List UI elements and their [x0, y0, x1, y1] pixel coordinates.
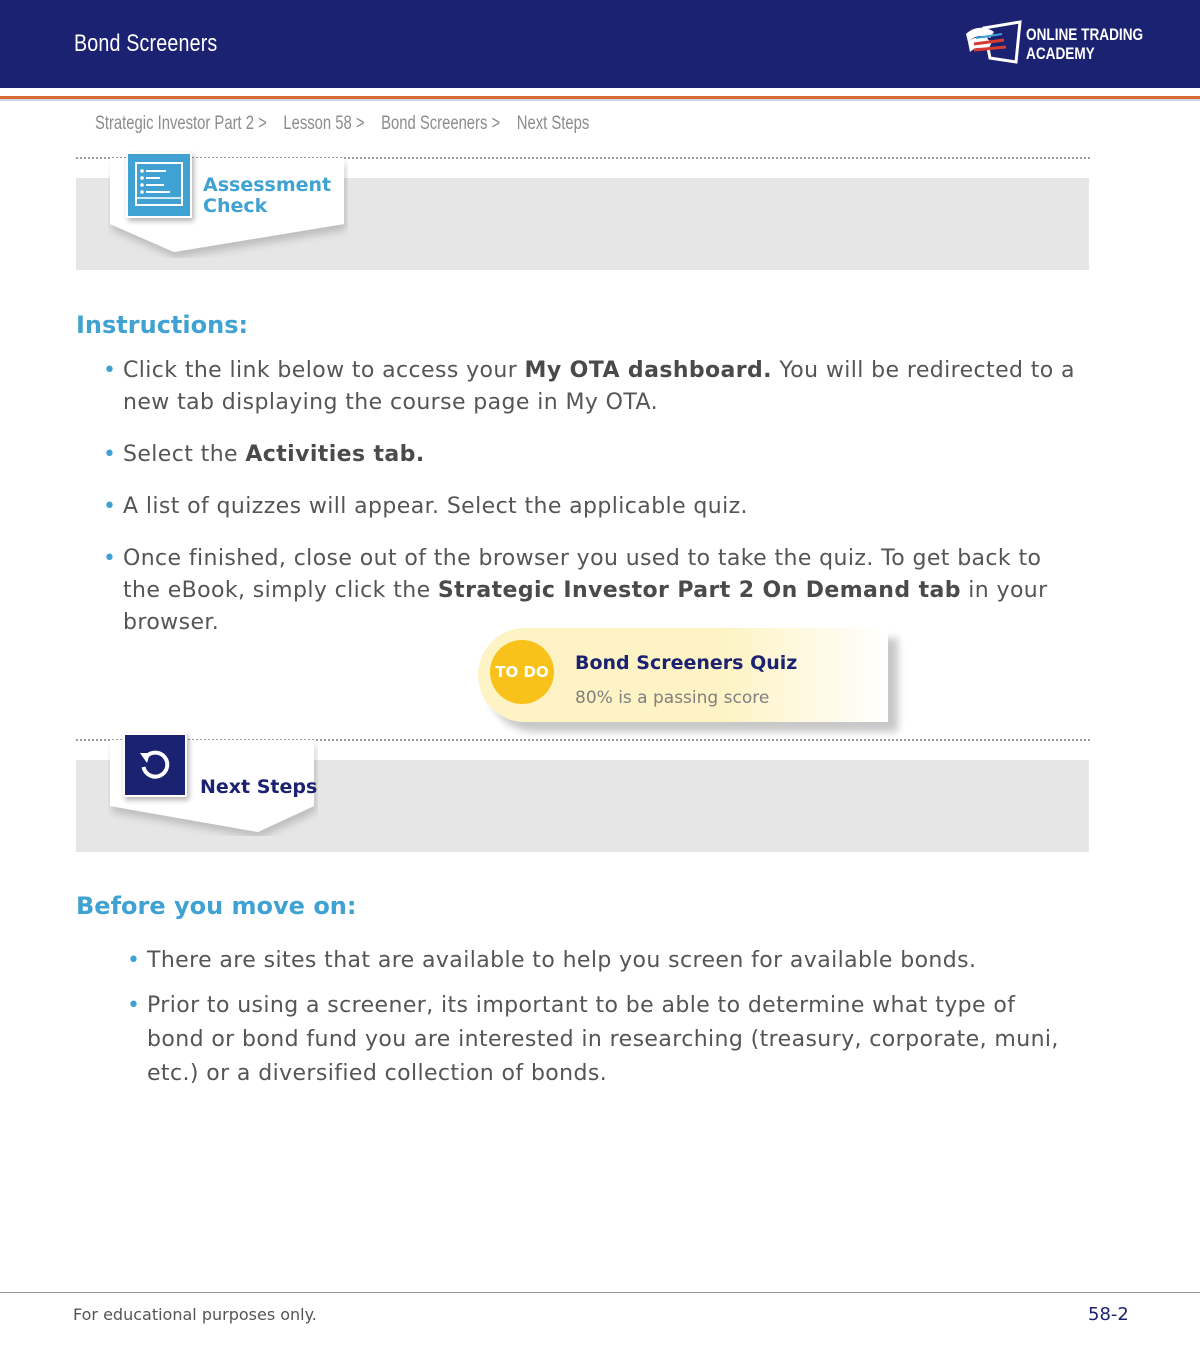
ota-logo [960, 20, 1144, 70]
instructions-list [103, 355, 1083, 659]
next-steps-label: Next Steps [200, 776, 318, 798]
todo-badge: TO DO [490, 640, 554, 704]
list-item: • Prior to using a screener, its important to be able to determine what type of bond or bond fund you are interested in researching (treasury, corporate, muni, etc.) or a diversified collection of bonds. [127, 993, 1059, 1086]
breadcrumb [95, 113, 602, 135]
assessment-label: Assessment Check [203, 174, 332, 217]
quiz-passing-score: 80% is a passing score [575, 688, 770, 708]
page-header [0, 0, 1200, 88]
page-title: Bond Screeners [74, 30, 218, 57]
breadcrumb-item-topic[interactable]: Bond Screeners > [381, 113, 501, 134]
breadcrumb-item-current: Next Steps [516, 113, 590, 134]
list-item: • Select the Activities tab. [103, 442, 425, 467]
list-item: • There are sites that are available to help you screen for available bonds. [127, 948, 977, 973]
before-heading: Before you move on: [76, 892, 357, 920]
breadcrumb-item-course[interactable]: Strategic Investor Part 2 > [95, 113, 267, 134]
checklist-icon [126, 152, 192, 218]
footer-disclaimer: For educational purposes only. [73, 1305, 317, 1324]
header-light-rule [0, 99, 1200, 101]
quiz-title[interactable]: Bond Screeners Quiz [575, 652, 798, 674]
breadcrumb-item-lesson[interactable]: Lesson 58 > [283, 113, 365, 134]
footer-rule [0, 1292, 1200, 1293]
logo-text: ONLINE TRADING ACADEMY [1026, 25, 1144, 63]
eagle-logo-icon [960, 20, 1024, 68]
refresh-icon [123, 733, 187, 797]
quiz-link-card[interactable] [478, 628, 888, 722]
list-item: • Click the link below to access your My OTA dashboard. You will be redirected to a new tab displaying the course page in My OTA. [103, 358, 1075, 415]
instructions-heading: Instructions: [76, 311, 249, 339]
page-number: 58-2 [1088, 1304, 1129, 1325]
list-item: • Once finished, close out of the browser you used to take the quiz. To get back to the eBook, simply click the Strategic Investor Part 2 On Demand tab in your browser. [103, 546, 1048, 635]
before-list [127, 945, 1077, 1111]
list-item: • A list of quizzes will appear. Select the applicable quiz. [103, 494, 748, 519]
